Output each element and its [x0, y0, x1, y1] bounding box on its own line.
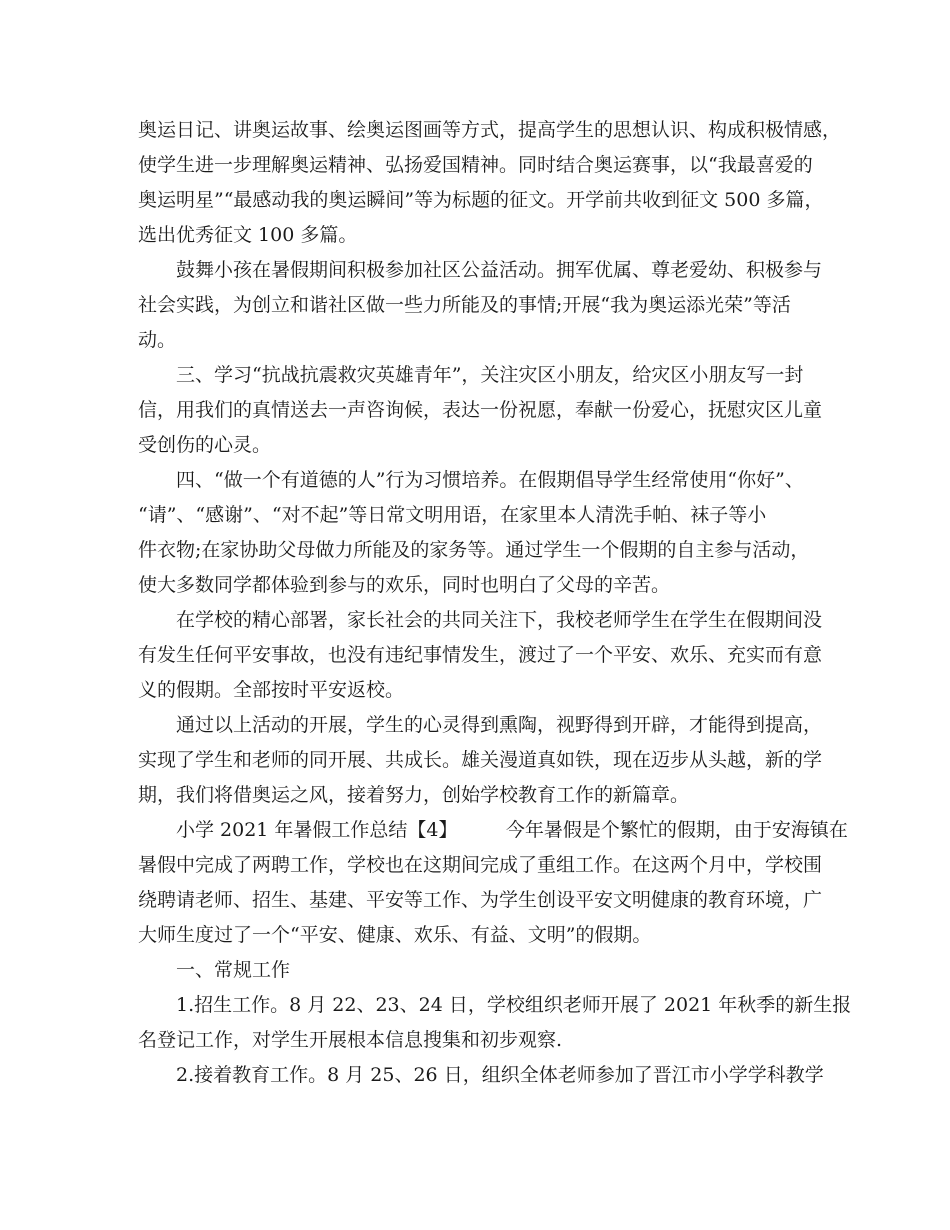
text-line: 暑假中完成了两聘工作，学校也在这期间完成了重组工作。在这两个月中，学校围: [138, 854, 823, 876]
text-line: 社会实践，为创立和谐社区做一些力所能及的事情;开展“我为奥运添光荣”等活: [138, 294, 791, 316]
text-line: 受创伤的心灵。: [138, 434, 272, 456]
text-line: 选出优秀征文 100 多篇。: [138, 224, 358, 246]
paragraph: [138, 253, 828, 358]
text-line: 奥运明星”“最感动我的奥运瞬间”等为标题的征文。开学前共收到征文 500 多篇，: [138, 189, 824, 211]
text-line: 有发生任何平安事故，也没有违纪事情发生，渡过了一个平安、欢乐、充实而有意: [138, 644, 823, 666]
text-line: 在学校的精心部署，家长社会的共同关注下，我校老师学生在学生在假期间没: [176, 609, 823, 631]
text-line: 义的假期。全部按时平安返校。: [138, 679, 405, 701]
text-line: 期，我们将借奥运之风，接着努力，创始学校教育工作的新篇章。: [138, 784, 690, 806]
text-line: “请”、“感谢”、“对不起”等日常文明用语，在家里本人清洗手帕、袜子等小: [138, 504, 767, 526]
text-line: 四、“做一个有道德的人”行为习惯培养。在假期倡导学生经常使用“你好”、: [176, 469, 804, 491]
text-line: 小学 2021 年暑假工作总结【4】 今年暑假是个繁忙的假期，由于安海镇在: [176, 819, 848, 841]
text-line: 动。: [138, 329, 177, 351]
paragraph: [138, 1058, 828, 1093]
paragraph: [138, 708, 828, 813]
text-line: 实现了学生和老师的同开展、共成长。雄关漫道真如铁，现在迈步从头越，新的学: [138, 749, 823, 771]
text-line: 使学生进一步理解奥运精神、弘扬爱国精神。同时结合奥运赛事，以“我最喜爱的: [138, 154, 813, 176]
text-line: 三、学习“抗战抗震救灾英雄青年”，关注灾区小朋友，给灾区小朋友写一封: [176, 364, 804, 386]
paragraph: [138, 813, 848, 953]
text-line: 一、常规工作: [176, 959, 291, 981]
text-line: 绕聘请老师、招生、基建、平安等工作、为学生创设平安文明健康的教育环境，广: [138, 889, 823, 911]
text-line: 2.接着教育工作。8 月 25、26 日，组织全体老师参加了晋江市小学学科教学: [176, 1064, 824, 1086]
text-line: 大师生度过了一个“平安、健康、欢乐、有益、文明”的假期。: [138, 924, 652, 946]
text-line: 信，用我们的真情送去一声咨询候，表达一份祝愿，奉献一份爱心，抚慰灾区儿童: [138, 399, 823, 421]
text-line: 奥运日记、讲奥运故事、绘奥运图画等方式，提高学生的思想认识、构成积极情感，: [138, 119, 842, 141]
paragraph: [138, 988, 852, 1058]
paragraph: [138, 463, 828, 603]
paragraph: [138, 358, 828, 463]
text-line: 鼓舞小孩在暑假期间积极参加社区公益活动。拥军优属、尊老爱幼、积极参与: [176, 259, 823, 281]
text-line: 1.招生工作。8 月 22、23、24 日，学校组织老师开展了 2021 年秋季的新生报: [176, 994, 852, 1016]
paragraph: [138, 953, 828, 988]
text-line: 名登记工作，对学生开展根本信息搜集和初步观察.: [138, 1029, 563, 1051]
document-body: [138, 113, 852, 1093]
paragraph: [138, 603, 828, 708]
text-line: 通过以上活动的开展，学生的心灵得到熏陶，视野得到开辟，才能得到提高，: [176, 714, 823, 736]
paragraph: [138, 113, 842, 253]
text-line: 使大多数同学都体验到参与的欢乐，同时也明白了父母的辛苦。: [138, 574, 671, 596]
text-line: 件衣物;在家协助父母做力所能及的家务等。通过学生一个假期的自主参与活动，: [138, 539, 810, 561]
